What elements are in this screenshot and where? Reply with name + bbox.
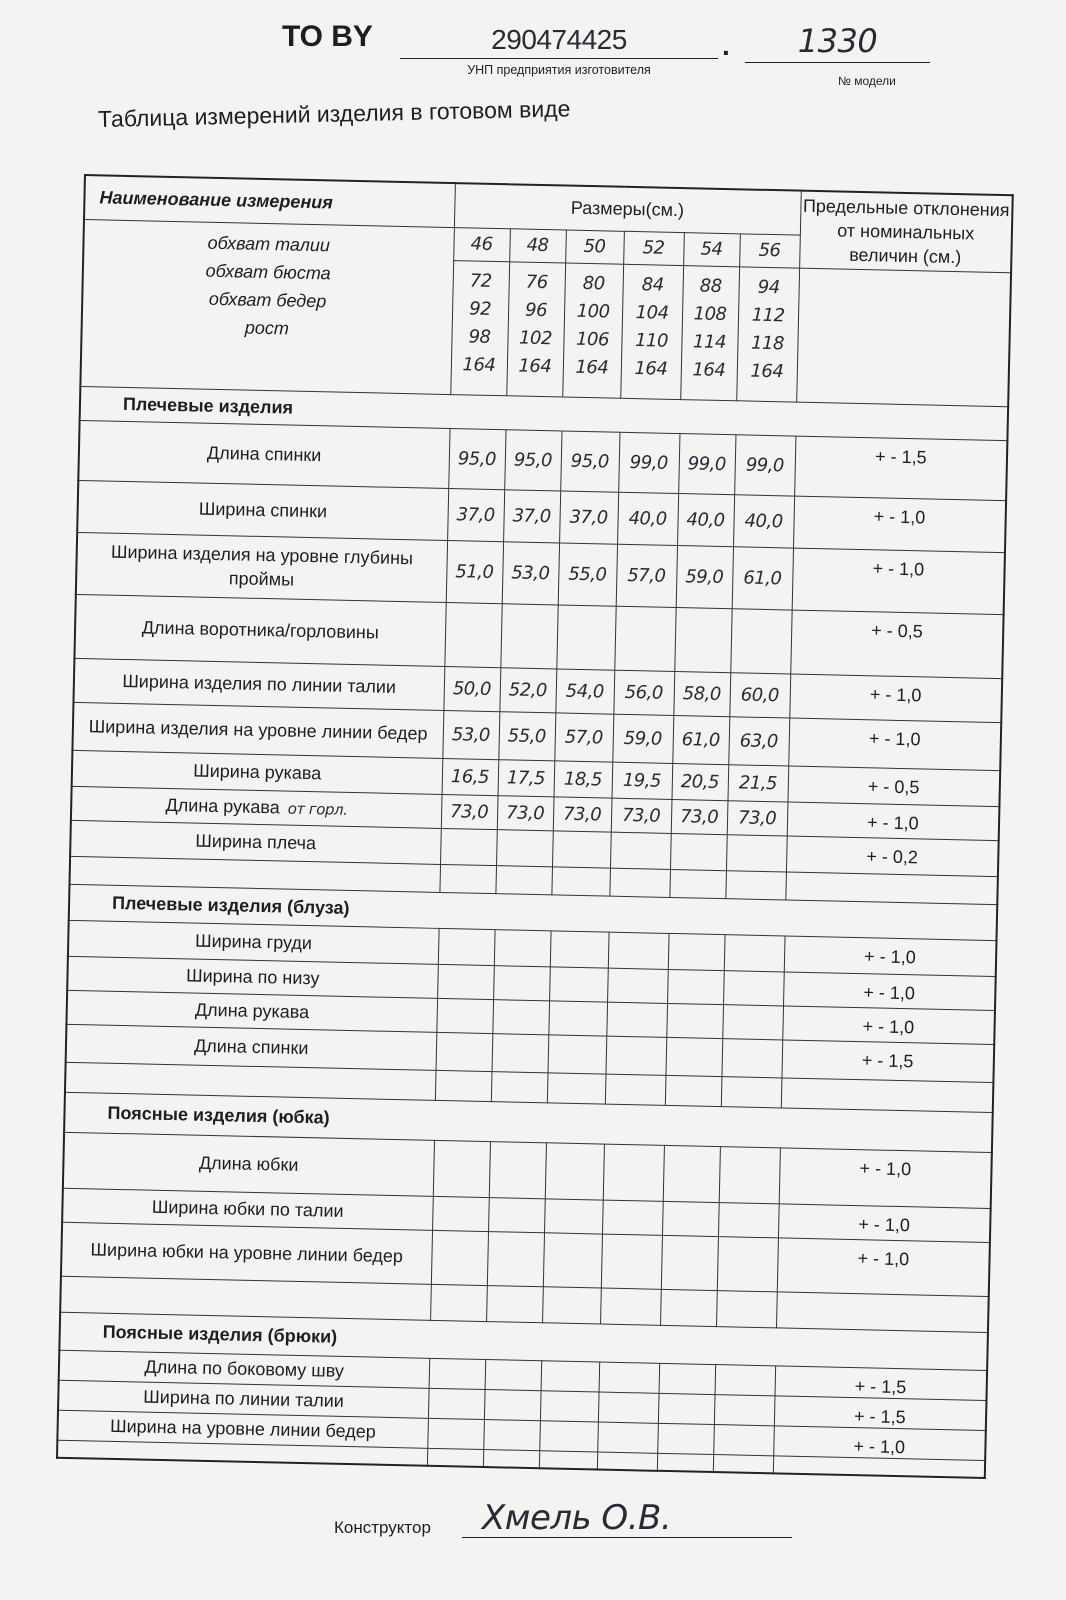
- measurement-value: [494, 929, 551, 966]
- measurement-value: [548, 1034, 607, 1073]
- measurement-value: [483, 1419, 540, 1450]
- size-number: 46: [453, 227, 510, 261]
- measurement-value: 61,0: [672, 715, 729, 764]
- size-number: 50: [565, 230, 624, 264]
- empty-cell: [657, 1453, 713, 1472]
- measurement-value: 99,0: [678, 433, 735, 494]
- tolerance-value: + - 0,2: [786, 835, 999, 876]
- empty-cell: [539, 1450, 597, 1469]
- anthro-value: 88: [699, 274, 722, 297]
- measurement-value: [721, 1038, 782, 1077]
- constructor-signature: Хмель О.В.: [482, 1498, 672, 1538]
- tolerance-value: + - 1,0: [783, 971, 996, 1010]
- tolerance-value: + - 1,0: [782, 1005, 995, 1044]
- to-by-label: ТО BY: [282, 20, 373, 53]
- measurement-value: [541, 1360, 600, 1391]
- measurement-value: 63,0: [728, 716, 789, 765]
- empty-cell: [669, 869, 726, 898]
- anthro-value: 164: [634, 357, 668, 380]
- tolerance-value: + - 0,5: [788, 766, 1001, 807]
- measurement-value: [670, 833, 727, 870]
- measurement-name-text: Ширина рукава: [193, 760, 322, 784]
- anthro-value: 110: [634, 329, 669, 352]
- empty-cell: [486, 1285, 543, 1322]
- tolerance-value: + - 1,0: [793, 496, 1006, 553]
- anthro-value: 76: [525, 271, 548, 293]
- anthro-label: обхват бюста: [205, 260, 331, 283]
- measurement-value: 55,0: [558, 542, 617, 605]
- measurement-value: [723, 970, 784, 1005]
- measurement-value: 52,0: [499, 667, 556, 712]
- measurement-value: [488, 1197, 545, 1232]
- measurement-value: 56,0: [613, 670, 674, 715]
- measurement-value: [597, 1422, 658, 1453]
- measurement-value: [614, 606, 675, 671]
- anthro-label: обхват талии: [207, 232, 331, 255]
- measurement-value: 73,0: [497, 795, 554, 830]
- tolerance-value: + - 1,0: [792, 548, 1005, 615]
- measurement-value: [440, 828, 497, 865]
- measurement-name: [72, 702, 443, 758]
- empty-cell: [660, 1289, 717, 1326]
- measurement-value: [429, 1358, 486, 1389]
- measurement-value: [438, 928, 495, 965]
- measurement-value: [657, 1423, 714, 1454]
- measurement-value: 95,0: [560, 430, 619, 491]
- empty-cell: [491, 1071, 548, 1102]
- measurement-value: 73,0: [611, 798, 672, 833]
- measurement-name-text: Длина воротника/горловины: [141, 617, 380, 643]
- anthro-value: 102: [518, 327, 553, 349]
- measurement-note: от горл.: [287, 799, 348, 819]
- measurement-value: 95,0: [504, 429, 561, 490]
- anthro-values-cell: [506, 261, 565, 396]
- anthro-value: 94: [757, 276, 780, 298]
- empty-cell: [773, 1455, 985, 1478]
- anthro-values-cell: [736, 266, 799, 401]
- measurement-value: [444, 602, 501, 667]
- header-name-column: Наименование измерения: [84, 175, 455, 227]
- measurement-table: [56, 174, 1014, 1479]
- measurement-name-text: Ширина по линии талии: [143, 1386, 345, 1411]
- measurement-value: [485, 1359, 542, 1390]
- anthro-value: 106: [575, 328, 610, 350]
- measurement-value: 50,0: [443, 666, 500, 711]
- separator-dot: .: [722, 30, 730, 61]
- tolerance-value: + - 1,0: [787, 801, 1000, 840]
- measurement-value: [487, 1231, 544, 1286]
- empty-cell: [597, 1452, 657, 1471]
- tolerance-value: + - 0,5: [790, 610, 1003, 679]
- empty-cell: [776, 1291, 989, 1332]
- measurement-name-text: Ширина на уровне линии бедер: [109, 1415, 376, 1442]
- anthro-value: 100: [576, 300, 610, 322]
- measurement-value: [500, 603, 557, 668]
- measurement-value: [543, 1232, 602, 1287]
- anthro-value: 96: [524, 299, 548, 321]
- measurement-value: [550, 930, 609, 967]
- anthro-value: 98: [468, 325, 491, 348]
- empty-cell: [716, 1290, 777, 1327]
- measurement-value: 73,0: [441, 794, 498, 829]
- measurement-value: [544, 1198, 603, 1233]
- measurement-value: [496, 829, 553, 866]
- empty-cell: [427, 1448, 483, 1467]
- measurement-value: [548, 1000, 607, 1035]
- measurement-value: 53,0: [442, 710, 499, 759]
- measurement-value: 99,0: [618, 432, 679, 493]
- measurement-value: [665, 1037, 722, 1076]
- empty-cell: [495, 865, 552, 894]
- document-header: [0, 0, 1066, 140]
- measurement-value: 73,0: [671, 799, 728, 834]
- measurement-value: 16,5: [442, 758, 499, 795]
- tolerance-value: + - 1,0: [777, 1237, 990, 1296]
- measurement-name-text: Ширина груди: [194, 930, 313, 954]
- measurement-name-text: Ширина изделия по линии талии: [122, 670, 397, 697]
- measurement-value: [714, 1394, 775, 1425]
- measurement-value: 17,5: [498, 759, 555, 796]
- anthro-value: 164: [750, 360, 784, 382]
- measurement-value: [610, 832, 671, 869]
- measurement-value: [431, 1230, 488, 1285]
- measurement-value: 53,0: [502, 541, 559, 604]
- measurement-value: 57,0: [554, 712, 613, 761]
- measurement-value: [599, 1362, 660, 1393]
- measurement-value: 37,0: [503, 489, 560, 542]
- measurement-name-text: Ширина по низу: [185, 965, 320, 989]
- anthro-value: 118: [750, 332, 785, 354]
- tolerance-value: + - 1,0: [784, 935, 997, 976]
- measurement-value: 57,0: [616, 544, 677, 607]
- model-underline: [745, 62, 930, 63]
- measurement-value: 19,5: [612, 762, 673, 799]
- measurement-value: 60,0: [729, 672, 790, 717]
- measurement-value: [601, 1234, 662, 1289]
- measurement-value: 61,0: [732, 546, 793, 609]
- anthro-label: рост: [244, 317, 290, 339]
- document-title: Таблица измерений изделия в готовом виде: [97, 95, 571, 132]
- measurement-name: [76, 532, 447, 602]
- anthro-value: 104: [635, 301, 669, 324]
- empty-cell: [551, 866, 610, 895]
- measurement-name-text: Длина рукава: [194, 999, 310, 1023]
- tolerance-value: + - 1,5: [775, 1365, 988, 1400]
- size-number: 56: [739, 233, 800, 267]
- measurement-value: [436, 998, 493, 1033]
- measurement-name: [63, 1132, 434, 1196]
- anthro-value: 72: [469, 269, 492, 292]
- anthro-values-cell: [620, 264, 683, 399]
- empty-cell: [547, 1072, 606, 1103]
- measurement-value: [556, 604, 615, 669]
- measurement-name-text: Ширина изделия на уровне глубины проймы: [110, 541, 414, 590]
- anthro-value: 84: [641, 273, 664, 296]
- measurement-value: [607, 968, 668, 1003]
- measurement-value: [724, 934, 785, 971]
- measurement-value: [715, 1364, 776, 1395]
- measurement-value: 40,0: [733, 494, 794, 547]
- measurement-value: 59,0: [676, 545, 733, 608]
- measurement-value: [545, 1142, 604, 1199]
- measurement-value: [726, 834, 787, 871]
- anthro-value: 164: [462, 353, 496, 376]
- empty-cell: [439, 864, 496, 893]
- measurement-value: 37,0: [559, 490, 618, 543]
- measurement-value: 73,0: [727, 800, 788, 835]
- empty-cell: [665, 1075, 722, 1106]
- measurement-name: [77, 480, 448, 540]
- measurement-name-text: Ширина юбки по талии: [151, 1196, 344, 1221]
- empty-cell: [609, 868, 670, 897]
- tolerance-empty-cell: [796, 268, 1011, 407]
- measurement-value: [722, 1004, 783, 1039]
- empty-cell: [725, 870, 786, 899]
- measurement-name: [74, 594, 445, 666]
- measurement-name-text: Длина по боковому шву: [144, 1356, 345, 1381]
- anthro-values-cell: [450, 260, 509, 395]
- measurement-value: [492, 999, 549, 1034]
- measurement-value: [484, 1389, 541, 1420]
- measurement-name-text: Длина спинки: [206, 442, 322, 466]
- section-title: Поясные изделия (брюки): [59, 1312, 988, 1370]
- header-tolerance-column: Предельные отклонения от номинальных величин (см.): [799, 191, 1013, 273]
- measurement-value: 40,0: [617, 492, 678, 545]
- measurement-value: [602, 1200, 663, 1235]
- measurement-value: [659, 1363, 716, 1394]
- empty-cell: [605, 1074, 666, 1105]
- measurement-value: [493, 965, 550, 1000]
- empty-cell: [483, 1449, 539, 1468]
- measurement-value: 73,0: [553, 796, 612, 831]
- measurement-name-text: Длина спинки: [193, 1035, 309, 1059]
- empty-cell: [430, 1284, 487, 1321]
- measurement-value: [432, 1196, 489, 1231]
- measurement-value: [603, 1144, 664, 1201]
- measurement-name: [61, 1222, 432, 1284]
- unp-underline: [400, 58, 718, 59]
- measurement-value: [667, 969, 724, 1004]
- measurement-value: [658, 1393, 715, 1424]
- measurement-value: [489, 1141, 546, 1198]
- anthro-value: 92: [468, 297, 492, 320]
- empty-cell: [721, 1076, 782, 1107]
- size-number: 48: [509, 228, 566, 262]
- anthro-value: 164: [575, 356, 609, 378]
- measurement-value: 99,0: [734, 434, 795, 495]
- measurement-value: [492, 1033, 549, 1072]
- measurement-name-text: Ширина изделия на уровне линии бедер: [88, 716, 428, 744]
- empty-cell: [542, 1286, 601, 1323]
- empty-cell: [713, 1454, 773, 1473]
- measurement-value: 40,0: [677, 493, 734, 546]
- measurement-name: [78, 420, 449, 488]
- tolerance-value: + - 1,0: [779, 1147, 992, 1208]
- measurement-value: [663, 1145, 720, 1202]
- measurement-value: 95,0: [448, 428, 505, 489]
- tolerance-value: + - 1,0: [788, 718, 1001, 771]
- anthro-value: 114: [692, 330, 727, 353]
- measurement-value: 20,5: [672, 763, 729, 800]
- size-number: 54: [683, 232, 740, 266]
- anthro-labels-cell: [80, 219, 454, 394]
- unp-caption: УНП предприятия изготовителя: [467, 63, 651, 77]
- anthro-value: 80: [582, 272, 605, 294]
- size-number: 52: [623, 231, 684, 265]
- measurement-value: [428, 1388, 485, 1419]
- measurement-value: [717, 1236, 778, 1291]
- measurement-value: [552, 830, 611, 867]
- measurement-value: 55,0: [498, 711, 555, 760]
- measurement-value: [718, 1202, 779, 1237]
- measurement-value: [713, 1424, 774, 1455]
- measurement-value: [427, 1418, 484, 1449]
- tolerance-value: + - 1,5: [794, 436, 1007, 501]
- measurement-value: [666, 1003, 723, 1038]
- tolerance-value: + - 1,5: [774, 1395, 987, 1430]
- measurement-name-text: Длина рукава: [165, 794, 280, 817]
- measurement-value: [674, 607, 731, 672]
- measurement-value: [549, 966, 608, 1001]
- tolerance-value: + - 1,5: [782, 1039, 995, 1082]
- measurement-value: [598, 1392, 659, 1423]
- measurement-value: 21,5: [727, 764, 788, 801]
- measurement-name-text: Ширина спинки: [198, 498, 328, 522]
- tolerance-value: + - 1,0: [773, 1425, 986, 1460]
- measurement-value: [730, 608, 791, 673]
- measurement-value: 54,0: [555, 668, 614, 713]
- anthro-value: 112: [751, 304, 785, 326]
- header-sizes-column: Размеры(см.): [454, 183, 801, 235]
- measurement-name-text: Длина юбки: [198, 1152, 299, 1175]
- measurement-value: [539, 1420, 598, 1451]
- anthro-value: 164: [692, 358, 726, 381]
- measurement-value: [608, 932, 669, 969]
- model-number: 1330: [797, 22, 878, 60]
- anthro-values-cell: [680, 265, 739, 400]
- empty-cell: [781, 1077, 994, 1112]
- measurement-value: [661, 1235, 718, 1290]
- unp-value: 290474425: [491, 24, 627, 55]
- measurement-value: [662, 1201, 719, 1236]
- measurement-value: 59,0: [612, 714, 673, 763]
- anthro-values-cell: [562, 263, 623, 398]
- anthro-value: 164: [518, 355, 552, 377]
- section-title: Поясные изделия (юбка): [64, 1092, 993, 1152]
- tolerance-value: + - 1,0: [778, 1203, 991, 1242]
- model-caption: № модели: [838, 74, 896, 88]
- measurement-value: [605, 1036, 666, 1075]
- empty-cell: [435, 1070, 492, 1101]
- section-title: Плечевые изделия (блуза): [69, 884, 998, 940]
- measurement-value: 18,5: [554, 760, 613, 797]
- section-title: Плечевые изделия: [80, 386, 1009, 440]
- anthro-value: 108: [693, 302, 727, 325]
- measurement-name-text: Ширина юбки на уровне линии бедер: [90, 1239, 404, 1267]
- measurement-name-text: Ширина плеча: [195, 830, 317, 854]
- measurement-value: [540, 1390, 599, 1421]
- measurement-value: [433, 1140, 490, 1197]
- measurement-value: [436, 1032, 493, 1071]
- measurement-value: [668, 933, 725, 970]
- empty-cell: [600, 1288, 661, 1325]
- measurement-value: 37,0: [447, 488, 504, 541]
- measurement-value: 51,0: [446, 540, 503, 603]
- measurement-value: [437, 964, 494, 999]
- measurement-value: 58,0: [673, 671, 730, 716]
- measurement-value: [606, 1002, 667, 1037]
- constructor-label: Конструктор: [334, 1518, 431, 1537]
- tolerance-value: + - 1,0: [789, 674, 1002, 723]
- anthro-label: обхват бедер: [208, 288, 327, 311]
- measurement-value: [719, 1146, 780, 1203]
